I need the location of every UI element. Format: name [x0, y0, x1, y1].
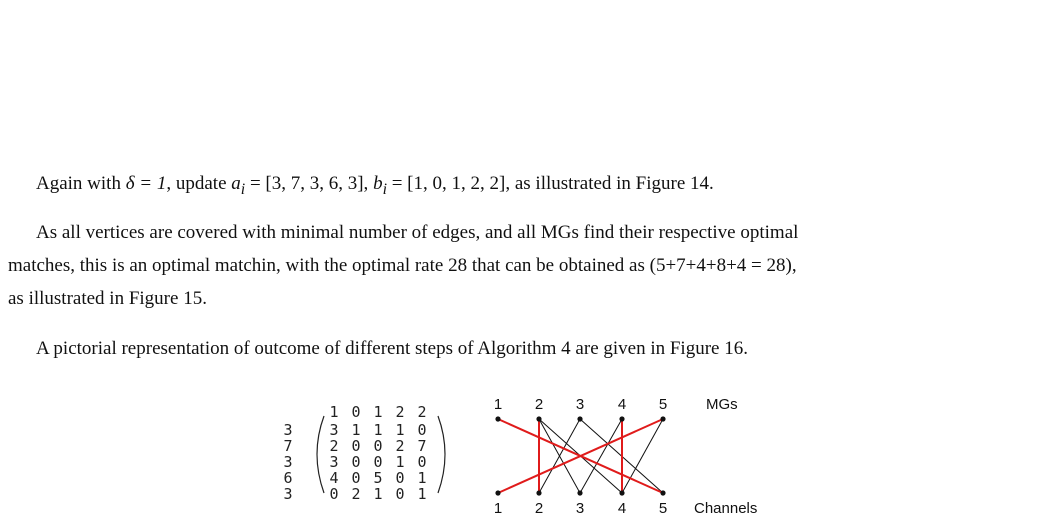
matrix-cell: 4: [329, 469, 339, 487]
paragraph-optimal-line2: [8, 254, 797, 278]
matrix-col-header: 0: [351, 403, 361, 421]
math-a-values: = [3, 7, 3, 6, 3],: [245, 173, 374, 194]
mg-node: [619, 416, 624, 421]
channels-title: Channels: [694, 500, 758, 517]
paragraph-pictorial: A pictorial representation of outcome of different steps of Algorithm 4 are given in Figure 16.: [36, 338, 748, 359]
mg-node: [536, 416, 541, 421]
paragraph-optimal-line3: as illustrated in Figure 15.: [8, 288, 207, 309]
matrix-cell: 7: [417, 437, 427, 455]
matrix-left-bracket: [317, 416, 324, 493]
channel-node-label: 4: [617, 500, 627, 517]
paragraph-delta-update: [36, 172, 714, 202]
graph-edge: [580, 419, 622, 493]
channel-node-label: 2: [534, 500, 544, 517]
graph-edge: [622, 419, 663, 493]
mgs-title: MGs: [706, 396, 738, 413]
matrix-cell: 1: [351, 421, 361, 439]
matrix-cell: 0: [351, 453, 361, 471]
matrix-cell: 0: [373, 453, 383, 471]
text-segment: , update: [166, 173, 232, 194]
matrix-cell: 2: [351, 485, 361, 503]
matrix-cell: 3: [329, 421, 339, 439]
matrix-cell: 0: [351, 437, 361, 455]
channel-node: [619, 490, 624, 495]
matrix-cell: 2: [329, 437, 339, 455]
cost-matrix: [283, 403, 445, 503]
math-b-sub: i: [382, 180, 387, 198]
matrix-right-bracket: [438, 416, 445, 493]
channel-node-label: 3: [575, 500, 585, 517]
matrix-cell: 0: [395, 469, 405, 487]
mg-node-label: 5: [658, 396, 668, 413]
matrix-cell: 5: [373, 469, 383, 487]
channel-node: [495, 490, 500, 495]
channel-node: [660, 490, 665, 495]
mg-node-label: 3: [575, 396, 585, 413]
math-a: a: [231, 173, 241, 194]
matrix-row-header: 3: [283, 485, 293, 503]
matrix-cell: 1: [373, 421, 383, 439]
text-segment: matches, this is an optimal matchin, with the optimal rate: [8, 255, 449, 276]
matrix-cell: 1: [417, 485, 427, 503]
math-b: b: [373, 173, 383, 194]
matrix-cell: 1: [373, 485, 383, 503]
paragraph-optimal-line1: As all vertices are covered with minimal number of edges, and all MGs find their respective optimal: [36, 222, 799, 243]
matrix-row-header: 7: [283, 437, 293, 455]
matrix-cell: 0: [417, 453, 427, 471]
optimal-rate-value: 28: [448, 255, 468, 276]
mg-node: [577, 416, 582, 421]
matrix-col-header: 1: [329, 403, 339, 421]
text-segment: , as illustrated in Figure 14.: [505, 173, 714, 194]
mg-node-label: 4: [617, 396, 627, 413]
matrix-row-header: 3: [283, 453, 293, 471]
matrix-col-header: 2: [417, 403, 427, 421]
channel-node: [577, 490, 582, 495]
matrix-cell: 0: [329, 485, 339, 503]
text-segment: that can be obtained as (5+7+4+8+4 = 28),: [467, 255, 797, 276]
math-a-sub: i: [240, 180, 246, 198]
mg-node-label: 2: [534, 396, 544, 413]
math-b-values: = [1, 0, 1, 2, 2]: [386, 173, 506, 194]
matrix-cell: 1: [395, 421, 405, 439]
mg-node: [660, 416, 665, 421]
matrix-cell: 0: [351, 469, 361, 487]
figure-matrix-and-graph: [270, 385, 790, 520]
matrix-cell: 1: [395, 453, 405, 471]
channel-node: [536, 490, 541, 495]
math-delta: δ = 1: [125, 173, 167, 194]
matrix-cell: 0: [417, 421, 427, 439]
matrix-col-header: 2: [395, 403, 405, 421]
text-segment: Again with: [36, 173, 126, 194]
matrix-cell: 3: [329, 453, 339, 471]
bipartite-graph: [494, 396, 758, 517]
channel-node-label: 1: [493, 500, 503, 517]
mg-node: [495, 416, 500, 421]
matrix-row-header: 6: [283, 469, 293, 487]
figure-svg: [270, 385, 790, 520]
matrix-row-header: 3: [283, 421, 293, 439]
matrix-col-header: 1: [373, 403, 383, 421]
channel-node-label: 5: [658, 500, 668, 517]
matrix-cell: 1: [417, 469, 427, 487]
matrix-cell: 0: [395, 485, 405, 503]
matrix-cell: 2: [395, 437, 405, 455]
mg-node-label: 1: [493, 396, 503, 413]
matrix-cell: 0: [373, 437, 383, 455]
